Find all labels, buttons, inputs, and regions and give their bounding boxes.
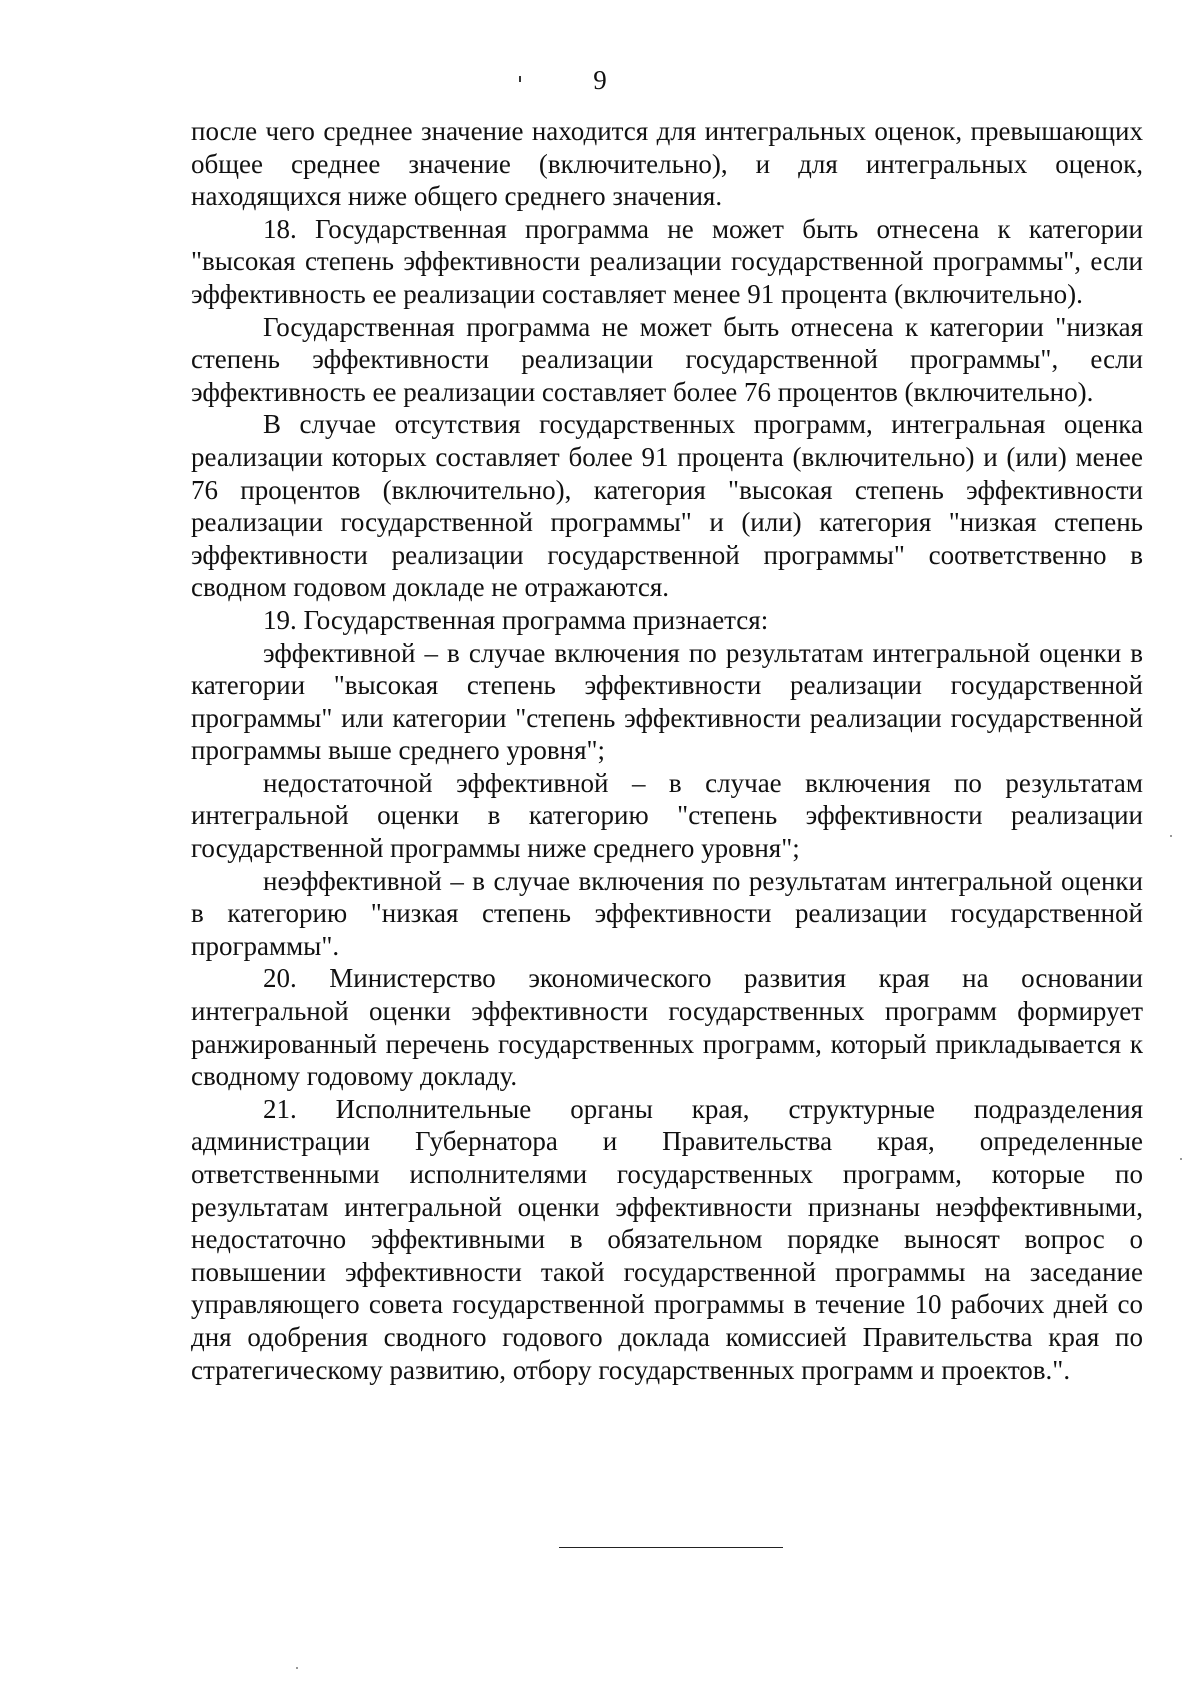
document-body [191,115,1143,1386]
end-separator-line [559,1547,783,1548]
paragraph-continuation: после чего среднее значение находится для интегральных оценок, превышающих общее среднее значение (включительно), и для интегральных оценок, находящихся ниже общего среднего значения. [191,116,1143,212]
paragraph-item-21: 21. Исполнительные органы края, структурные подразделения администрации Губернатора и Правительства края, определенные ответственными исполнителями государственных программ, которые по результатам интегральной оценки эффективности признаны неэффективными, недостаточно эффективными в обязательном порядке выносят вопрос о повышении эффективности такой государственной программы на заседание управляющего совета государственной программы в течение 10 рабочих дней со дня одобрения сводного годового доклада комиссией Правительства края по стратегическому развитию, отбору государственных программ и проектов.". [191,1093,1143,1385]
paragraph-item-18-absence: В случае отсутствия государственных программ, интегральная оценка реализации которых составляет более 91 процента (включительно) и (или) менее 76 процентов (включительно), категория "высокая степень эффективности реализации государственной программы" и (или) категория "низкая степень эффективности реализации государственной программы" соответственно в сводном годовом докладе не отражаются. [191,409,1143,603]
paragraph-item-19: 19. Государственная программа признается: [263,604,769,635]
scan-speck [1180,1158,1182,1160]
page-number: 9 [593,65,607,95]
paragraph-item-19-effective: эффективной – в случае включения по результатам интегральной оценки в категории "высокая степень эффективности реализации государственной программы" или категории "степень эффективности реализации государственной программы выше среднего уровня"; [191,637,1143,766]
scan-mark [519,76,521,82]
paragraph-item-19-ineffective: неэффективной – в случае включения по результатам интегральной оценки в категорию "низкая степень эффективности реализации государственной программы". [191,865,1143,961]
paragraph-item-20: 20. Министерство экономического развития края на основании интегральной оценки эффективности государственных программ формирует ранжированный перечень государственных программ, который прикладывается к сводному годовому докладу. [191,963,1143,1092]
paragraph-item-19-insufficient: недостаточной эффективной – в случае включения по результатам интегральной оценки в категорию "степень эффективности реализации государственной программы ниже среднего уровня"; [191,767,1143,864]
scan-speck [1170,835,1172,837]
paragraph-item-18-low-category: Государственная программа не может быть отнесена к категории "низкая степень эффективности реализации государственной программы", если эффективность ее реализации составляет более 76 процентов (включительно). [191,311,1143,407]
paragraph-item-18: 18. Государственная программа не может быть отнесена к категории "высокая степень эффективности реализации государственной программы", если эффективность ее реализации составляет менее 91 процента (включительно). [191,213,1143,309]
scan-speck [296,1667,298,1669]
